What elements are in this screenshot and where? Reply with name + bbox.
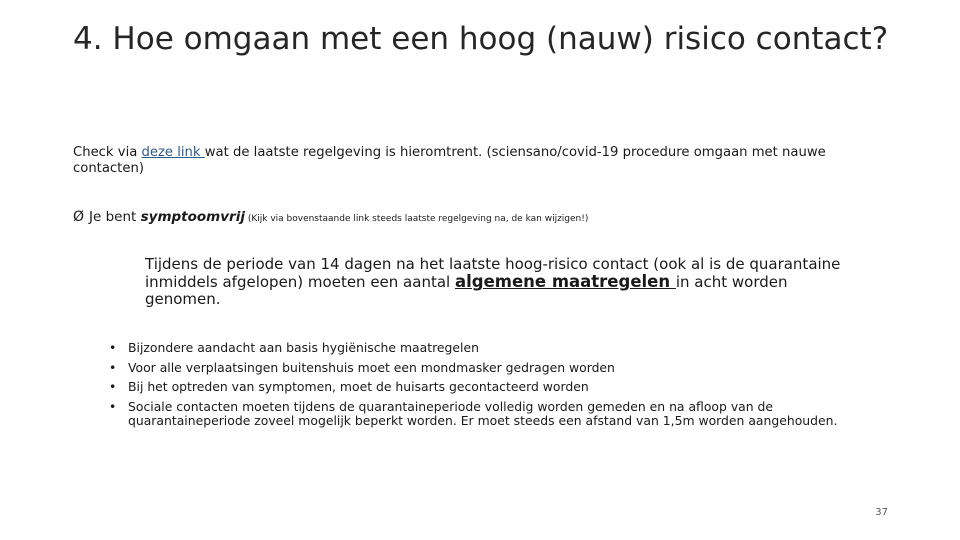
- intro-suffix: wat de laatste regelgeving is hieromtrent. (sciensano/covid-19 procedure omgaan met nauwe contacten): [73, 145, 826, 176]
- intro-paragraph: [73, 145, 873, 177]
- list-item: [109, 380, 889, 394]
- list-item: [109, 361, 889, 375]
- bullet-dot-icon: •: [109, 340, 117, 355]
- bullet-dot-icon: •: [109, 398, 117, 414]
- slide-title: 4. Hoe omgaan met een hoog (nauw) risico contact?: [73, 21, 889, 57]
- period-paragraph: [145, 256, 865, 308]
- list-item-text: Bijzondere aandacht aan basis hygiënische maatregelen: [128, 340, 479, 355]
- page-number: 37: [875, 507, 888, 518]
- bullet-dot-icon: •: [109, 379, 117, 394]
- list-item: [109, 400, 889, 428]
- period-before: Tijdens de periode van 14 dagen na het laatste hoog-risico contact (ook al is de quarantaine inmiddels afgelopen) moeten een aantal: [145, 255, 841, 291]
- symptom-free-line: [73, 207, 893, 229]
- symptom-lead: Je bent: [89, 209, 141, 225]
- rules-link[interactable]: deze link: [141, 145, 205, 160]
- period-highlight: algemene maatregelen: [454, 272, 676, 291]
- symptom-note: (Kijk via bovenstaande link steeds laatste regelgeving na, de kan wijzigen!): [244, 214, 589, 224]
- symptom-emphasis: symptoomvrij: [140, 209, 245, 225]
- intro-prefix: Check via: [73, 145, 142, 160]
- measures-list: [109, 341, 889, 433]
- list-item-text: Sociale contacten moeten tijdens de quarantaineperiode volledig worden gemeden en na afloop van de quarantaineperiode zoveel mogelijk beperkt worden. Er moet steeds een afstand van 1,5m worden aangehouden.: [128, 398, 838, 428]
- arrow-bullet-icon: Ø: [73, 209, 85, 225]
- period-after: in acht worden genomen.: [145, 273, 788, 308]
- list-item: [109, 341, 889, 355]
- list-item-text: Bij het optreden van symptomen, moet de huisarts gecontacteerd worden: [128, 379, 589, 394]
- bullet-dot-icon: •: [109, 359, 117, 375]
- list-item-text: Voor alle verplaatsingen buitenshuis moet een mondmasker gedragen worden: [128, 359, 615, 375]
